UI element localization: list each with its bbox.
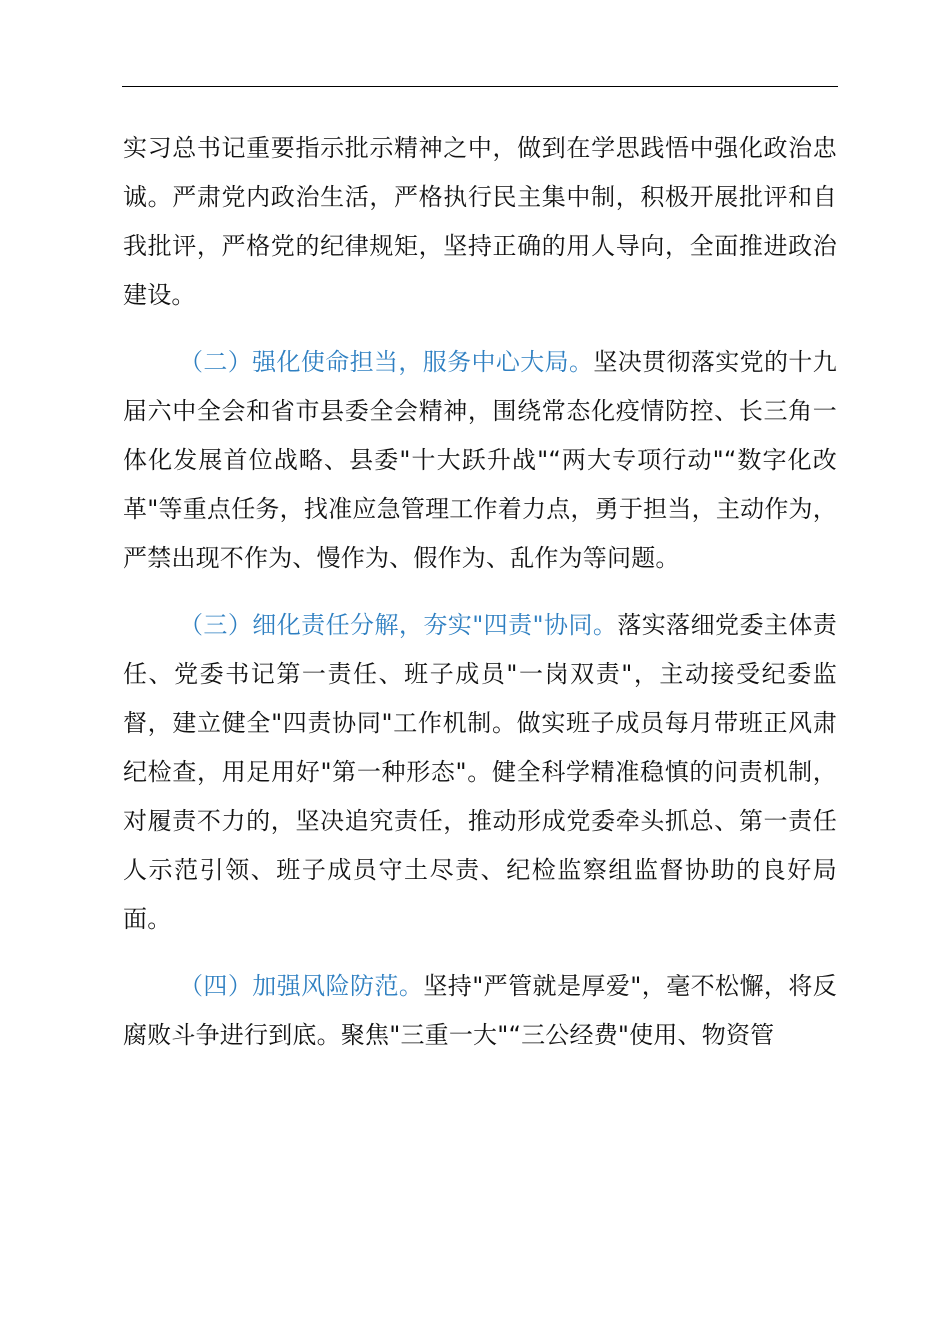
paragraph-1	[123, 124, 837, 320]
subheading-3: （三）细化责任分解，夯实"四责"协同。	[179, 611, 618, 639]
paragraph-4-text: 坚持"严管就是厚爱"，毫不松懈，将反腐败斗争进行到底。聚焦"三重一大"“三公经费"使用、物资管	[123, 972, 837, 1049]
paragraph-1-text: 实习总书记重要指示批示精神之中，做到在学思践悟中强化政治忠诚。严肃党内政治生活，严格执行民主集中制，积极开展批评和自我批评，严格党的纪律规矩，坚持正确的用人导向，全面推进政治建设。	[123, 134, 837, 309]
paragraph-4	[123, 962, 837, 1060]
header-rule	[122, 86, 838, 87]
paragraph-3	[123, 601, 837, 944]
paragraph-3-text: 落实落细党委主体责任、党委书记第一责任、班子成员"一岗双责"，主动接受纪委监督，建立健全"四责协同"工作机制。做实班子成员每月带班正风肃纪检查，用足用好"第一种形态"。健全科学精准稳慎的问责机制，对履责不力的，坚决追究责任，推动形成党委牵头抓总、第一责任人示范引领、班子成员守土尽责、纪检监察组监督协助的良好局面。	[123, 611, 837, 933]
subheading-2: （二）强化使命担当，服务中心大局。	[179, 348, 594, 376]
paragraph-2	[123, 338, 837, 583]
document-body	[123, 124, 837, 1060]
subheading-4: （四）加强风险防范。	[179, 972, 424, 1000]
paragraph-2-text: 坚决贯彻落实党的十九届六中全会和省市县委全会精神，围绕常态化疫情防控、长三角一体化发展首位战略、县委"十大跃升战"“两大专项行动"“数字化改革"等重点任务，找准应急管理工作着力点，勇于担当，主动作为，严禁出现不作为、慢作为、假作为、乱作为等问题。	[123, 348, 837, 572]
